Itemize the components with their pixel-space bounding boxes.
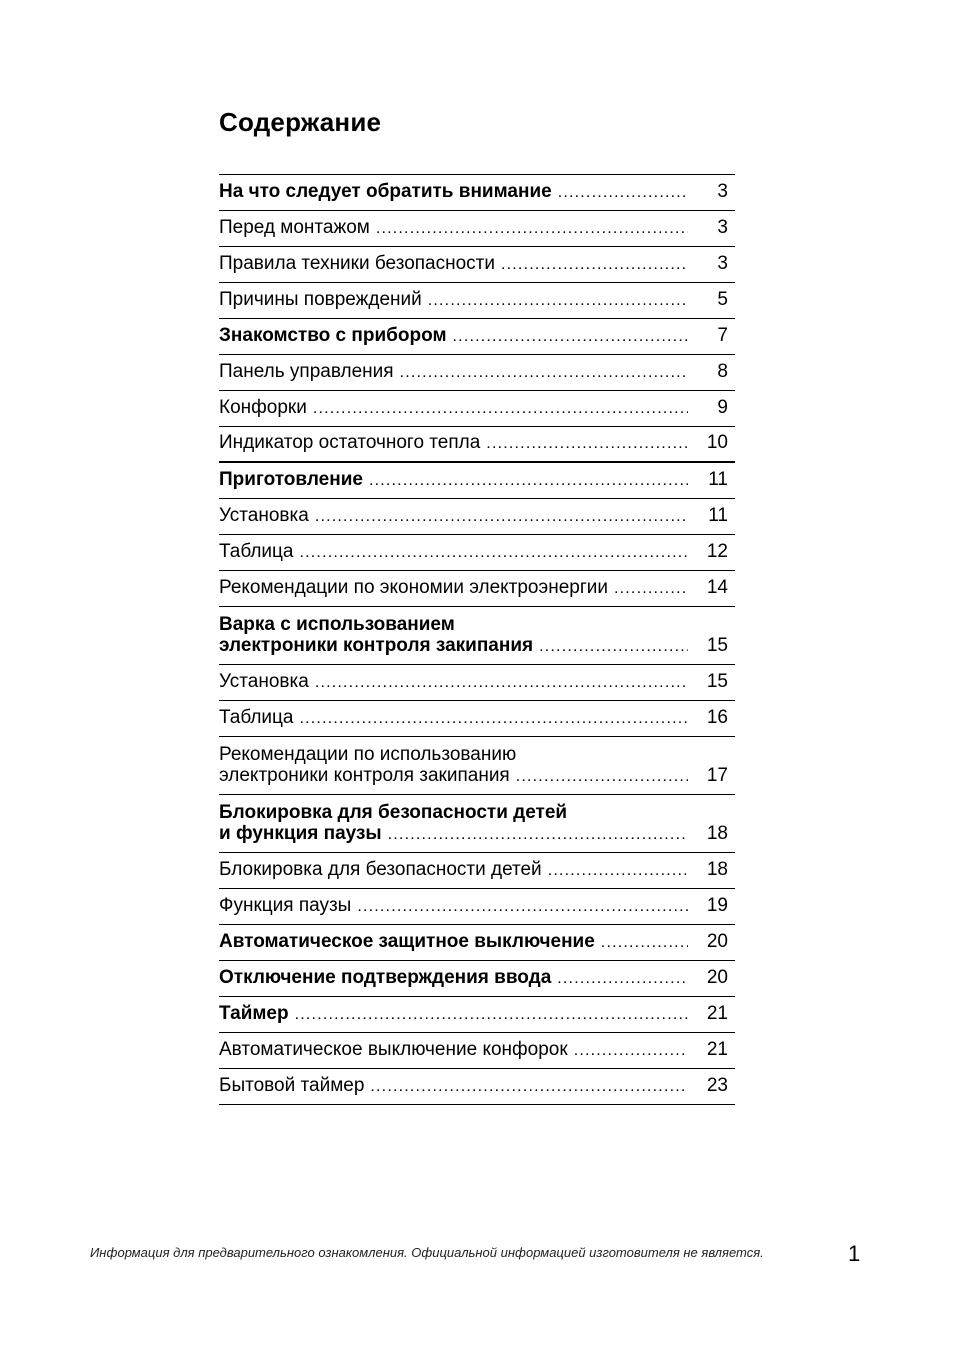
dot-leader — [300, 542, 689, 564]
dot-leader — [548, 860, 688, 882]
dot-leader — [601, 932, 688, 954]
toc-entry-title: Приготовление — [219, 469, 363, 490]
toc-entry-title: Конфорки — [219, 397, 307, 418]
toc-page-number: 21 — [706, 1039, 728, 1060]
toc-entry-title-line: Варка с использованием — [219, 614, 455, 635]
toc-page-number: 5 — [717, 289, 728, 310]
dot-leader — [357, 896, 688, 918]
toc-entry-title: Причины повреждений — [219, 289, 422, 310]
toc-page-number: 20 — [706, 931, 728, 952]
toc-page-number: 10 — [706, 432, 728, 453]
toc-entry-title: Перед монтажом — [219, 217, 370, 238]
toc-entry-title: Таблица — [219, 541, 294, 562]
toc-page-number: 15 — [706, 671, 728, 692]
toc-entry[interactable] — [219, 795, 735, 853]
toc-entry-title: Знакомство с прибором — [219, 325, 447, 346]
toc-entry[interactable] — [219, 607, 735, 665]
toc-page-number: 20 — [706, 967, 728, 988]
toc-entry[interactable] — [219, 355, 735, 391]
toc-page-number: 17 — [706, 765, 728, 786]
toc-page-number: 18 — [706, 823, 728, 844]
toc-page-number: 14 — [706, 577, 728, 598]
toc-entry[interactable] — [219, 665, 735, 701]
dot-leader — [313, 398, 688, 420]
dot-leader — [574, 1040, 688, 1062]
toc-entry-title: электроники контроля закипания — [219, 635, 534, 656]
toc-page-number: 11 — [708, 505, 728, 526]
toc-page-number: 19 — [706, 895, 728, 916]
table-of-contents — [219, 174, 735, 1105]
dot-leader — [315, 672, 688, 694]
dot-leader — [557, 968, 688, 990]
toc-entry-title: Функция паузы — [219, 895, 352, 916]
dot-leader — [295, 1004, 688, 1026]
dot-leader — [376, 218, 688, 240]
footer-note: Информация для предварительного ознакомления. Официальной информацией изготовителя не является. — [90, 1245, 764, 1260]
toc-entry[interactable] — [219, 463, 735, 499]
toc-entry-title: Бытовой таймер — [219, 1075, 365, 1096]
toc-entry-title: Блокировка для безопасности детей — [219, 859, 542, 880]
dot-leader — [369, 470, 688, 492]
toc-entry-title: Установка — [219, 671, 309, 692]
toc-page-number: 11 — [708, 469, 728, 490]
toc-entry-title: Правила техники безопасности — [219, 253, 495, 274]
toc-entry-title: Автоматическое выключение конфорок — [219, 1039, 568, 1060]
toc-entry-title: Отключение подтверждения ввода — [219, 967, 552, 988]
toc-entry[interactable] — [219, 1033, 735, 1069]
dot-leader — [428, 290, 688, 312]
toc-entry[interactable] — [219, 737, 735, 795]
dot-leader — [558, 182, 688, 204]
dot-leader — [453, 326, 688, 348]
toc-entry[interactable] — [219, 391, 735, 427]
page-number: 1 — [848, 1241, 861, 1266]
dot-leader — [516, 766, 688, 788]
dot-leader — [370, 1076, 688, 1098]
toc-page-number: 21 — [706, 1003, 728, 1024]
toc-entry-title: Индикатор остаточного тепла — [219, 432, 481, 453]
dot-leader — [400, 362, 688, 384]
toc-entry[interactable] — [219, 1069, 735, 1105]
toc-page-number: 12 — [706, 541, 728, 562]
toc-entry-title: Автоматическое защитное выключение — [219, 931, 595, 952]
dot-leader — [388, 824, 688, 846]
dot-leader — [539, 636, 688, 658]
toc-entry-title: электроники контроля закипания — [219, 765, 510, 786]
toc-entry-title: Установка — [219, 505, 309, 526]
toc-entry[interactable] — [219, 283, 735, 319]
toc-page-number: 9 — [717, 397, 728, 418]
toc-entry[interactable] — [219, 925, 735, 961]
toc-entry[interactable] — [219, 499, 735, 535]
toc-entry[interactable] — [219, 701, 735, 737]
dot-leader — [501, 254, 688, 276]
toc-entry[interactable] — [219, 961, 735, 997]
toc-entry[interactable] — [219, 853, 735, 889]
toc-entry[interactable] — [219, 175, 735, 211]
toc-page-number: 8 — [717, 361, 728, 382]
toc-entry-title: Рекомендации по экономии электроэнергии — [219, 577, 608, 598]
page-title: Содержание — [219, 107, 382, 137]
toc-entry-title: На что следует обратить внимание — [219, 181, 552, 202]
toc-entry[interactable] — [219, 247, 735, 283]
toc-page-number: 3 — [717, 253, 728, 274]
toc-entry[interactable] — [219, 889, 735, 925]
toc-entry[interactable] — [219, 997, 735, 1033]
toc-page-number: 3 — [717, 217, 728, 238]
toc-entry-title: и функция паузы — [219, 823, 382, 844]
dot-leader — [300, 708, 689, 730]
toc-page-number: 23 — [706, 1075, 728, 1096]
toc-page-number: 18 — [706, 859, 728, 880]
toc-entry-title: Таймер — [219, 1003, 289, 1024]
toc-entry[interactable] — [219, 211, 735, 247]
dot-leader — [614, 578, 688, 600]
toc-entry-title-line: Рекомендации по использованию — [219, 744, 517, 765]
toc-entry[interactable] — [219, 535, 735, 571]
toc-page-number: 16 — [706, 707, 728, 728]
toc-page-number: 15 — [706, 635, 728, 656]
toc-entry[interactable] — [219, 571, 735, 607]
toc-entry-title: Панель управления — [219, 361, 394, 382]
toc-page-number: 3 — [717, 181, 728, 202]
toc-entry-title-line: Блокировка для безопасности детей — [219, 802, 568, 823]
dot-leader — [486, 433, 688, 455]
toc-page-number: 7 — [717, 325, 728, 346]
dot-leader — [315, 506, 688, 528]
toc-entry-title: Таблица — [219, 707, 294, 728]
toc-entry[interactable] — [219, 427, 735, 463]
toc-entry[interactable] — [219, 319, 735, 355]
